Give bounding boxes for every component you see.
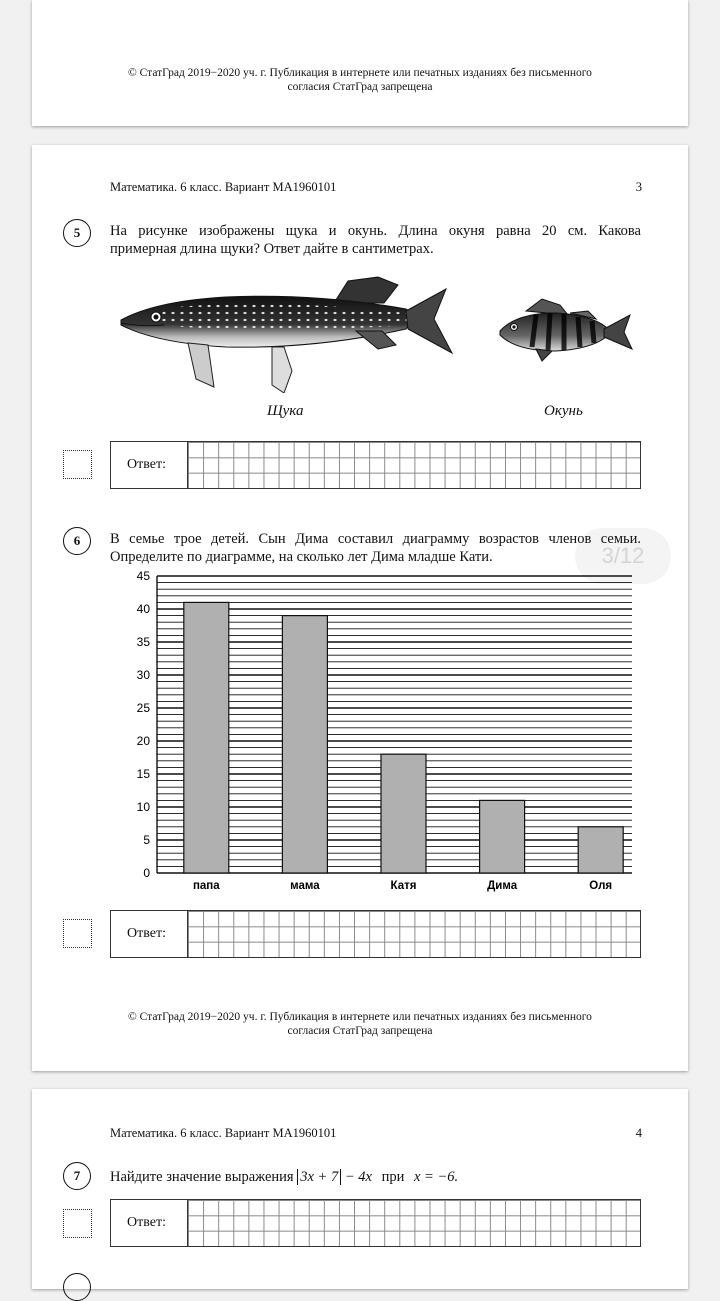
question-5-line-2: примерная длина щуки? Ответ дайте в сантиметрах. (110, 241, 434, 257)
question-5-number: 5 (63, 219, 91, 247)
answer-5-cells[interactable] (187, 442, 640, 488)
question-6-number: 6 (63, 527, 91, 555)
question-7-prefix: Найдите значение выражения (110, 1169, 294, 1185)
answer-7-box[interactable] (110, 1199, 641, 1247)
bar-Дима (480, 800, 525, 873)
bar-папа (184, 602, 229, 873)
question-7-expression (297, 1169, 375, 1185)
perch-caption: Окунь (544, 403, 583, 419)
age-bar-chart (112, 567, 632, 897)
answer-6-checkbox[interactable] (63, 919, 92, 948)
answer-5-checkbox[interactable] (63, 450, 92, 479)
answer-6-label: Ответ: (127, 926, 166, 941)
question-7-condition: x = −6. (413, 1169, 459, 1185)
pike-image (116, 275, 456, 393)
question-7-text (110, 1168, 641, 1186)
answer-7-cells[interactable] (187, 1200, 640, 1246)
page-4 (32, 1089, 688, 1289)
question-7-number: 7 (63, 1162, 91, 1190)
page-header (110, 180, 642, 195)
question-6-text (110, 530, 641, 566)
y-tick-label: 40 (136, 602, 150, 616)
y-tick-label: 15 (136, 767, 150, 781)
page-header (110, 1126, 642, 1141)
y-tick-label: 30 (136, 668, 150, 682)
y-tick-label: 0 (143, 866, 150, 880)
perch-image (496, 297, 636, 367)
y-tick-label: 20 (136, 734, 150, 748)
question-6-line-1: В семье трое детей. Сын Дима составил диаграмму возрастов членов семьи. (110, 531, 641, 547)
question-7-mid: при (381, 1169, 405, 1185)
copyright-line-2: согласия СтатГрад запрещена (287, 1025, 433, 1037)
answer-6-cells[interactable] (187, 911, 640, 957)
copyright-line-2: согласия СтатГрад запрещена (287, 81, 433, 93)
answer-6-box[interactable] (110, 910, 641, 958)
bar-мама (282, 616, 327, 873)
answer-5-label: Ответ: (127, 457, 166, 472)
abs-expression: 3x + 7 (297, 1169, 341, 1185)
x-tick-label: Оля (589, 880, 613, 892)
pike-caption: Щука (267, 403, 304, 419)
copyright-line-1: © СтатГрад 2019−2020 уч. г. Публикация в интернете или печатных изданиях без письменного (128, 1011, 592, 1023)
y-tick-label: 5 (143, 833, 150, 847)
question-6-line-2: Определите по диаграмме, на сколько лет Дима младше Кати. (110, 549, 493, 565)
copyright-line-1: © СтатГрад 2019−2020 уч. г. Публикация в интернете или печатных изданиях без письменного (128, 67, 592, 79)
answer-7-label: Ответ: (127, 1215, 166, 1230)
x-tick-label: мама (290, 880, 320, 892)
y-tick-label: 45 (136, 569, 150, 583)
bar-Оля (578, 827, 623, 873)
y-tick-label: 10 (136, 800, 150, 814)
page-2-bottom (32, 0, 688, 126)
x-tick-label: Катя (390, 880, 417, 892)
copyright-footer (32, 66, 688, 94)
page-indicator-badge: 3/12 (575, 528, 671, 584)
page-3 (32, 145, 688, 1071)
y-tick-label: 25 (136, 701, 150, 715)
header-title: Математика. 6 класс. Вариант МА1960101 (110, 1126, 337, 1140)
question-5-text (110, 222, 641, 258)
page-number: 4 (635, 1126, 642, 1140)
question-5-line-1: На рисунке изображены щука и окунь. Длина окуня равна 20 см. Какова (110, 223, 641, 239)
x-tick-label: Дима (487, 880, 518, 892)
page-number: 3 (635, 180, 642, 194)
header-title: Математика. 6 класс. Вариант МА1960101 (110, 180, 337, 194)
answer-7-checkbox[interactable] (63, 1209, 92, 1238)
bar-Катя (381, 754, 426, 873)
question-8-number (63, 1273, 91, 1301)
answer-5-box[interactable] (110, 441, 641, 489)
y-tick-label: 35 (136, 635, 150, 649)
x-tick-label: папа (192, 880, 220, 892)
copyright-footer (32, 1010, 688, 1038)
expression-tail: − 4x (344, 1169, 372, 1185)
